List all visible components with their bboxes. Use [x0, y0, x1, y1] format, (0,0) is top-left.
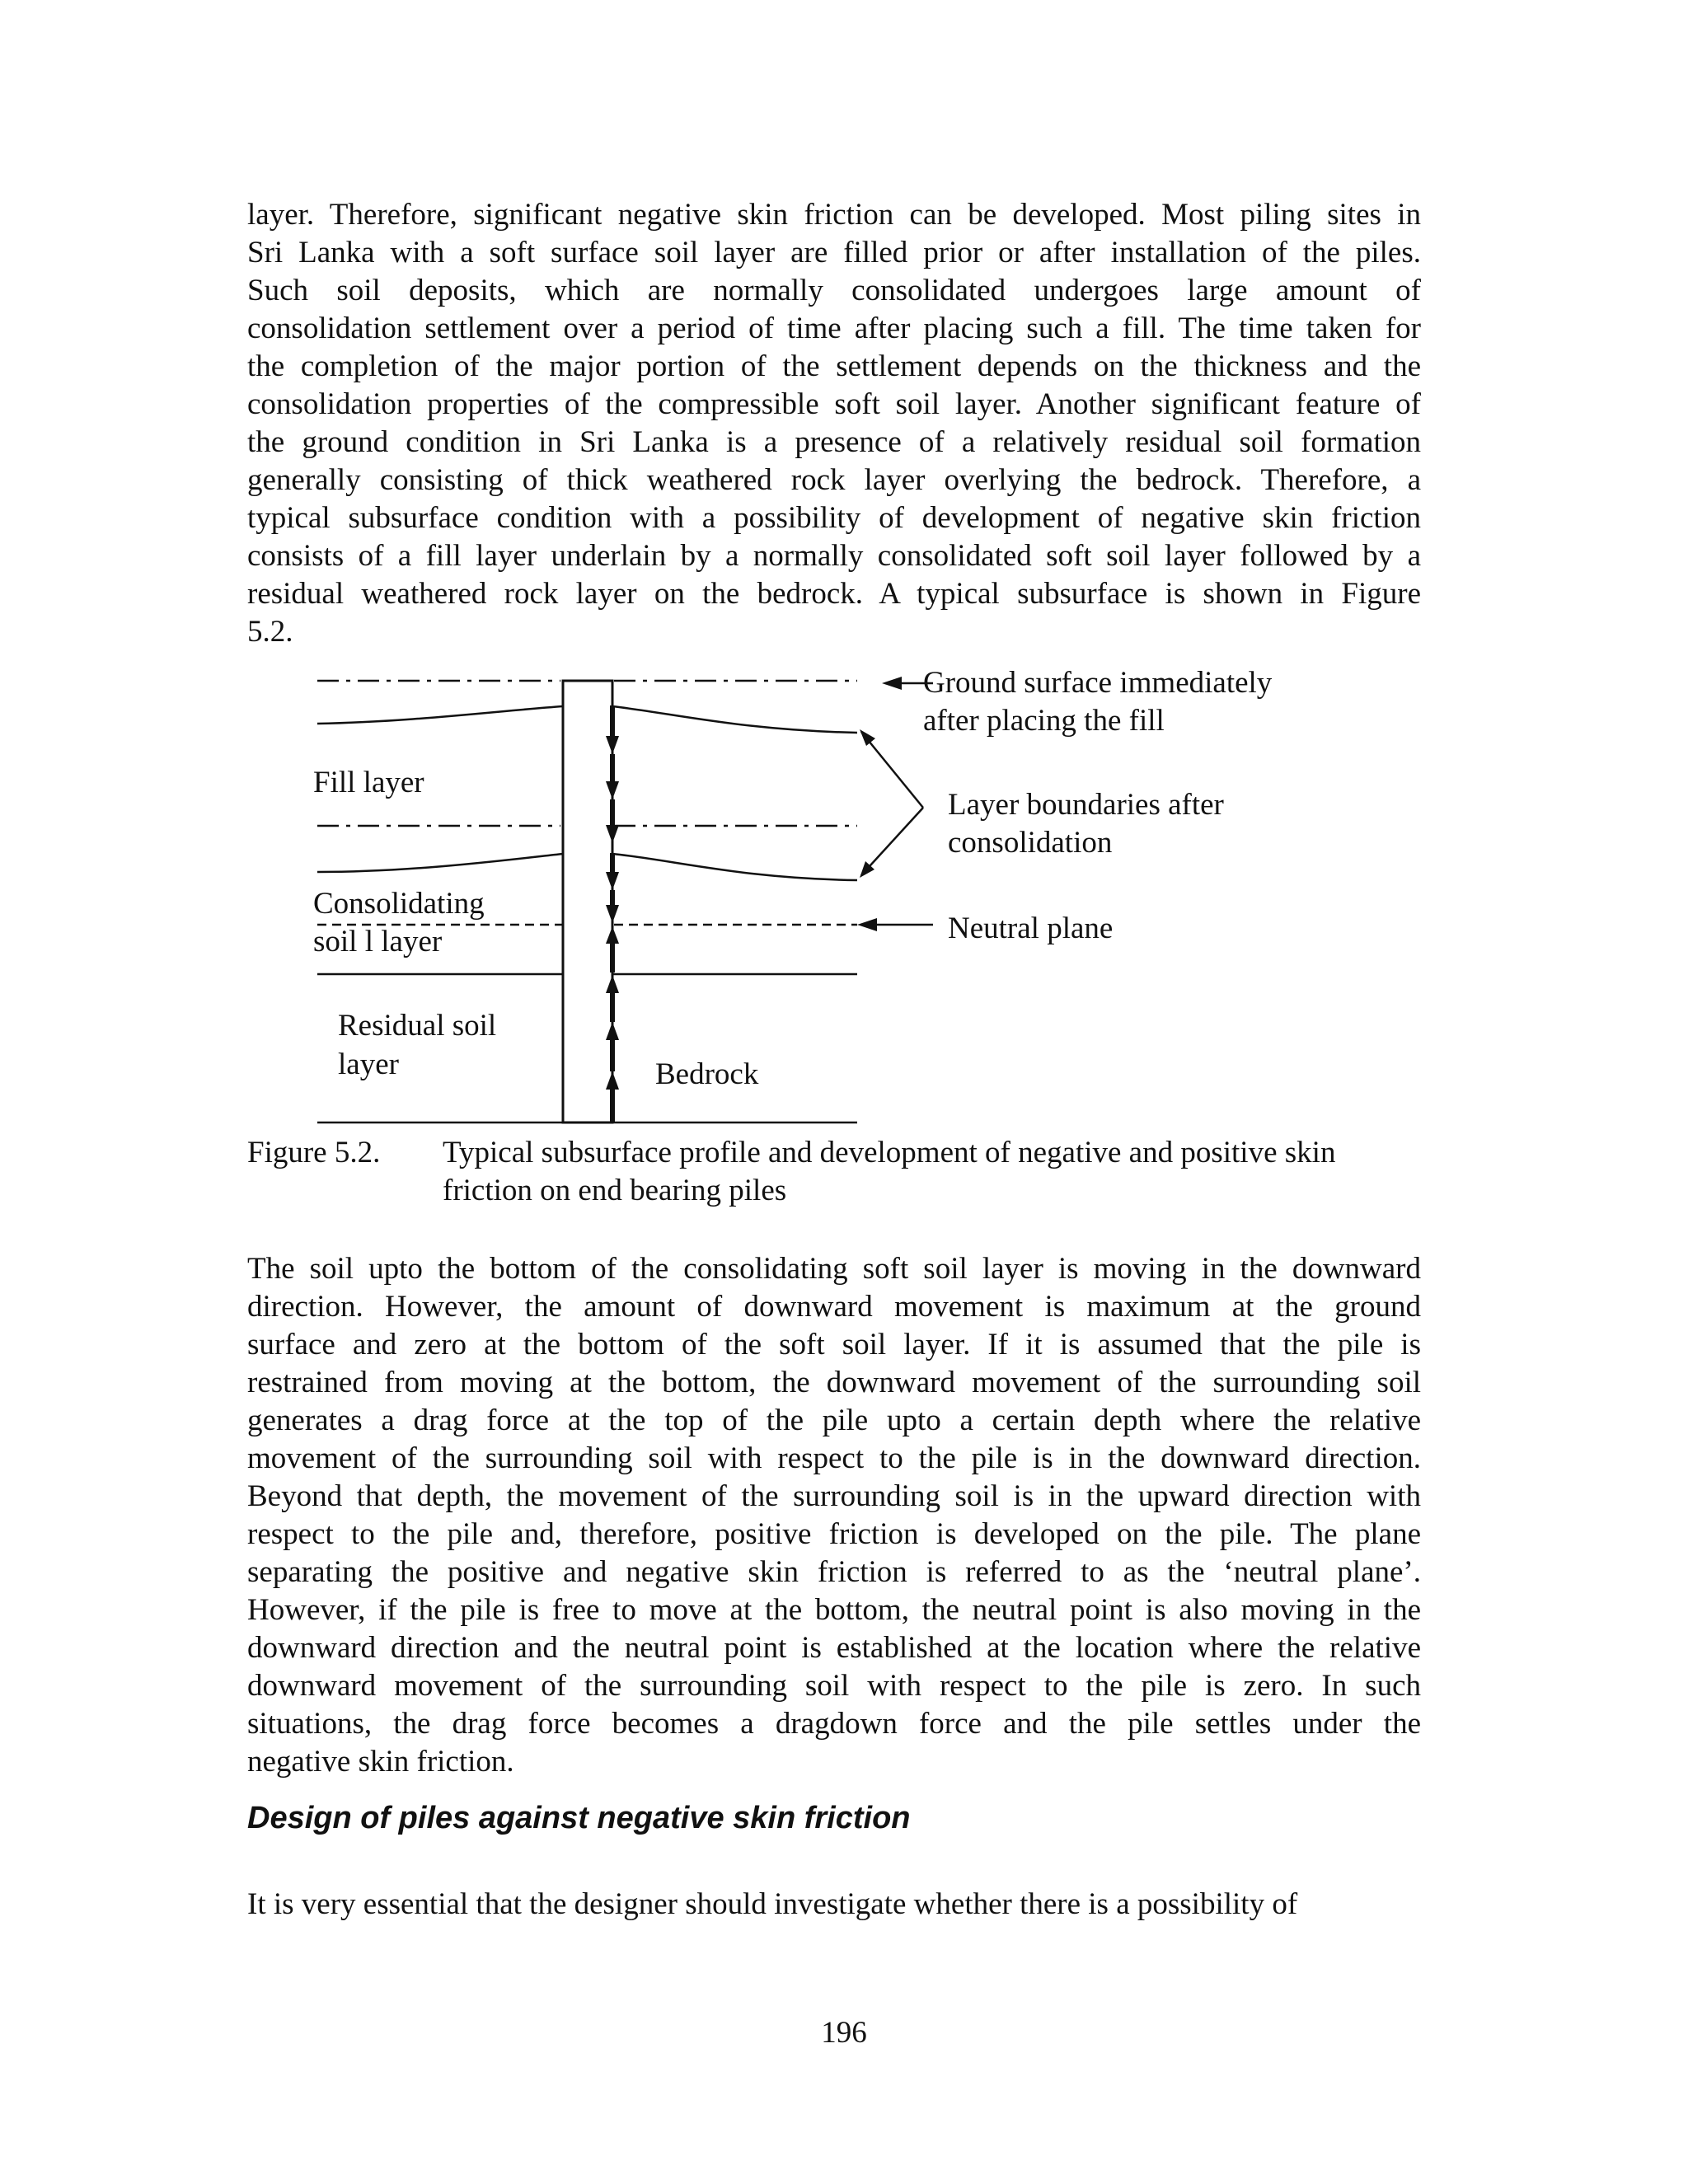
- ground-surface-pointer-head: [882, 677, 902, 690]
- down-arrow-head: [606, 872, 619, 890]
- label-layer-boundaries-2: consolidation: [948, 826, 1113, 860]
- label-ground-surface-1: Ground surface immediately: [923, 666, 1273, 700]
- down-arrow-head: [606, 781, 619, 799]
- label-consolidating-1: Consolidating: [313, 887, 485, 921]
- design-paragraph: [247, 1886, 1421, 1924]
- text-line: consolidation settlement over a period of time after placing such a fill. The time taken for: [247, 312, 1421, 345]
- intro-paragraph: [247, 196, 1421, 651]
- boundary-pointer-lower-head: [860, 861, 874, 878]
- boundary-pointer-upper-head: [860, 729, 875, 746]
- text-line: 5.2.: [247, 615, 293, 649]
- label-neutral-plane: Neutral plane: [948, 912, 1114, 945]
- text-line: consolidation properties of the compressible soft soil layer. Another significant feature of: [247, 387, 1421, 421]
- boundary-pointer-lower: [861, 808, 923, 875]
- settled-ground-surface-curve: [317, 706, 857, 733]
- up-arrow-head: [606, 1022, 619, 1040]
- text-line: restrained from moving at the bottom, the downward movement of the surrounding soil: [247, 1366, 1421, 1399]
- text-line: Such soil deposits, which are normally consolidated undergoes large amount of: [247, 274, 1421, 307]
- figure-caption-text: Typical subsurface profile and development of negative and positive skin friction on end bearing piles: [443, 1136, 1336, 1207]
- figure-caption-label: Figure 5.2.: [247, 1136, 381, 1169]
- label-consolidating-2: soil l layer: [313, 925, 443, 958]
- label-residual-1: Residual soil: [338, 1009, 497, 1043]
- pile: [563, 681, 612, 1122]
- label-ground-surface-2: after placing the fill: [923, 704, 1165, 738]
- down-arrow-head: [606, 736, 619, 754]
- down-arrow-head: [606, 825, 619, 843]
- text-line: generates a drag force at the top of the pile upto a certain depth where the relative: [247, 1404, 1421, 1437]
- label-bedrock: Bedrock: [655, 1057, 759, 1091]
- section-heading: Design of piles against negative skin friction: [247, 1801, 911, 1835]
- text-line: the completion of the major portion of the settlement depends on the thickness and the: [247, 349, 1421, 383]
- text-line: consists of a fill layer underlain by a normally consolidated soft soil layer followed by a: [247, 539, 1421, 573]
- text-line: separating the positive and negative skin friction is referred to as the ‘neutral plane’.: [247, 1555, 1421, 1589]
- text-line: downward direction and the neutral point is established at the location where the relative: [247, 1631, 1421, 1665]
- text-line: It is very essential that the designer should investigate whether there is a possibility of: [247, 1887, 1298, 1921]
- explanation-paragraph: [247, 1250, 1421, 1781]
- boundary-pointer-upper: [861, 732, 923, 808]
- text-line: layer. Therefore, significant negative skin friction can be developed. Most piling sites in: [247, 198, 1421, 232]
- text-line: The soil upto the bottom of the consolidating soft soil layer is moving in the downward: [247, 1252, 1421, 1286]
- label-layer-boundaries-1: Layer boundaries after: [948, 788, 1224, 822]
- text-line: direction. However, the amount of downward movement is maximum at the ground: [247, 1290, 1421, 1324]
- text-line: the ground condition in Sri Lanka is a presence of a relatively residual soil formation: [247, 425, 1421, 459]
- text-line: respect to the pile and, therefore, positive friction is developed on the pile. The plane: [247, 1517, 1421, 1551]
- down-arrow-head: [606, 905, 619, 923]
- text-line: residual weathered rock layer on the bedrock. A typical subsurface is shown in Figure: [247, 577, 1421, 611]
- text-line: situations, the drag force becomes a dragdown force and the pile settles under the: [247, 1707, 1421, 1741]
- text-line: Sri Lanka with a soft surface soil layer are filled prior or after installation of the piles.: [247, 236, 1421, 269]
- text-line: However, if the pile is free to move at the bottom, the neutral point is also moving in the: [247, 1593, 1421, 1627]
- text-line: downward movement of the surrounding soil with respect to the pile is zero. In such: [247, 1669, 1421, 1703]
- text-line: surface and zero at the bottom of the soft soil layer. If it is assumed that the pile is: [247, 1328, 1421, 1361]
- page-number: 196: [821, 2016, 867, 2050]
- text-line: negative skin friction.: [247, 1745, 514, 1779]
- text-line: generally consisting of thick weathered rock layer overlying the bedrock. Therefore, a: [247, 463, 1421, 497]
- up-arrow-head: [606, 1071, 619, 1090]
- up-arrow-head: [606, 975, 619, 993]
- neutral-plane-pointer-head: [857, 918, 877, 931]
- label-residual-2: layer: [338, 1047, 399, 1081]
- positive-friction-arrows: [606, 926, 619, 1122]
- text-line: Beyond that depth, the movement of the surrounding soil is in the upward direction with: [247, 1479, 1421, 1513]
- text-line: typical subsurface condition with a possibility of development of negative skin friction: [247, 501, 1421, 535]
- up-arrow-head: [606, 926, 619, 944]
- negative-friction-arrows: [606, 705, 619, 923]
- label-fill-layer: Fill layer: [313, 766, 424, 799]
- text-line: movement of the surrounding soil with respect to the pile is in the downward direction.: [247, 1441, 1421, 1475]
- settled-boundary-curve: [317, 854, 857, 880]
